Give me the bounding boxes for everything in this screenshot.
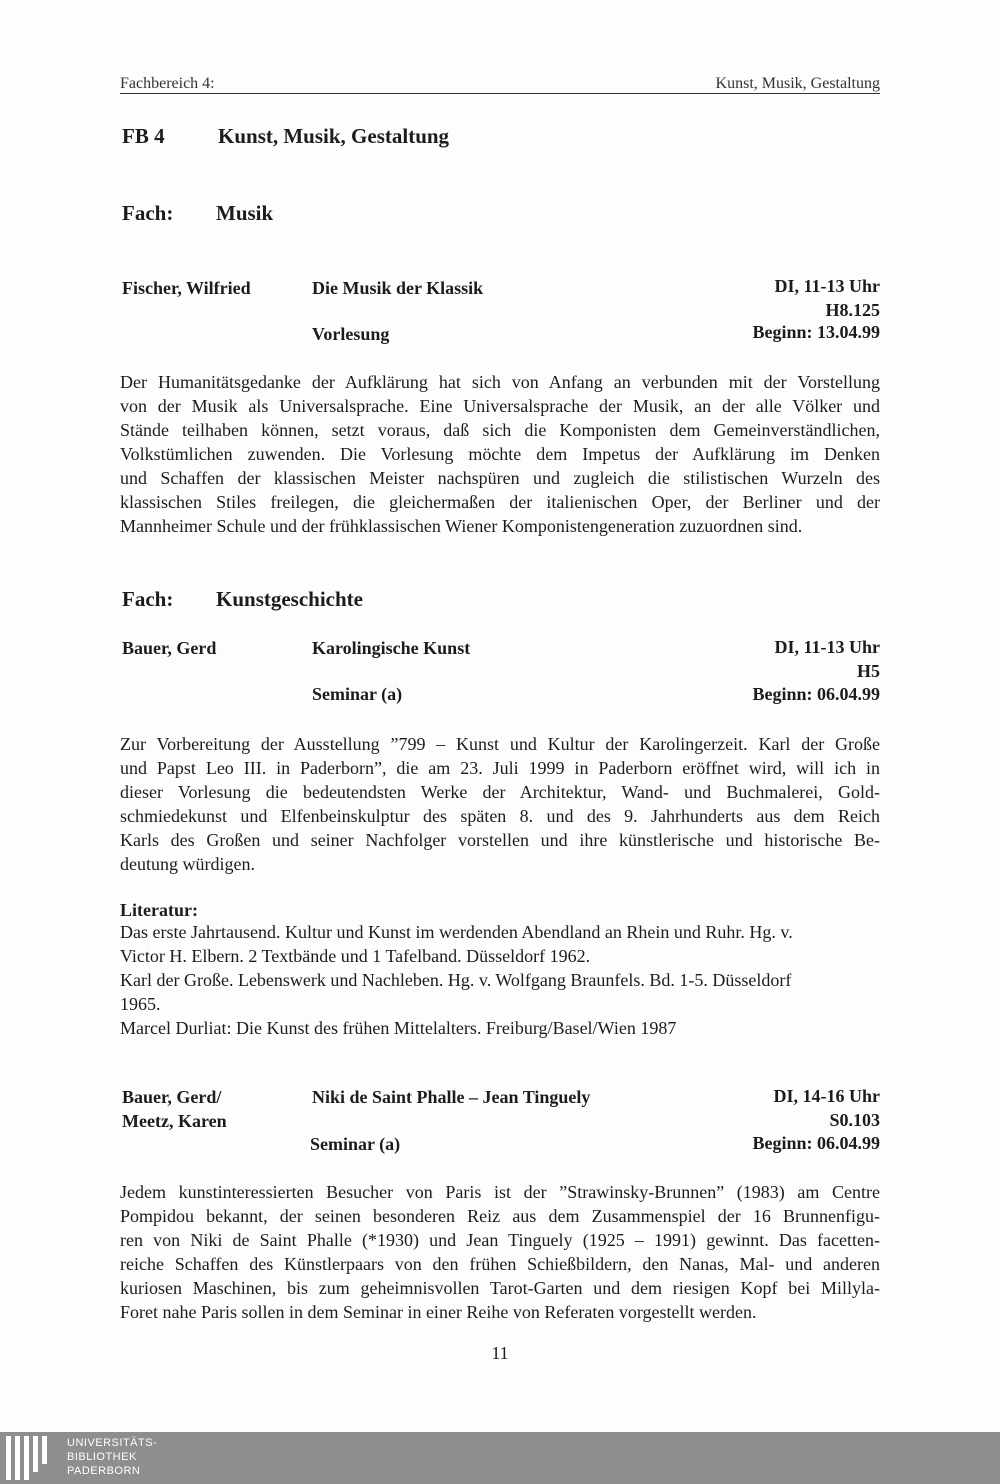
literature-line: Karl der Große. Lebenswerk und Nachleben. Hg. v. Wolfgang Braunfels. Bd. 1-5. Düsseldorf [120,970,792,990]
literature-list [120,920,880,1040]
course-start: Beginn: 06.04.99 [752,1133,880,1153]
course-time: DI, 14-16 Uhr [773,1086,880,1106]
course-lecturer: Fischer, Wilfried [122,278,251,298]
course-lecturer: Bauer, Gerd/ [122,1087,222,1107]
logo-line: PADERBORN [67,1465,141,1477]
course-room: H8.125 [825,300,880,320]
running-header-right: Kunst, Musik, Gestaltung [715,75,880,92]
course-title: Die Musik der Klassik [312,278,484,298]
description-line: dieser Vorlesung die bedeutendsten Werke der Architektur, Wand- und Buchmalerei, Gold- [120,782,880,802]
course-type: Seminar (a) [312,684,403,704]
description-line: reiche Schaffen des Künstlerpaars von den frühen Schießbildern, den Nanas, Mal- und anderen [120,1254,880,1274]
faculty-code: FB 4 [122,124,165,148]
library-logo-text [67,1436,157,1478]
course-start: Beginn: 06.04.99 [752,684,880,704]
course-title: Karolingische Kunst [312,638,471,658]
course-title: Niki de Saint Phalle – Jean Tinguely [312,1087,591,1107]
course-type: Vorlesung [312,324,390,344]
library-logo-bars-icon [0,1432,60,1484]
course-type: Seminar (a) [310,1134,401,1154]
literature-line: Marcel Durliat: Die Kunst des frühen Mittelalters. Freiburg/Basel/Wien 1987 [120,1018,677,1038]
description-line: Pompidou bekannt, der seinen besonderen Reiz aus dem Zusammenspiel der 16 Brunnenfigu- [120,1206,880,1226]
page-number: 11 [491,1343,509,1363]
section-subject: Musik [216,201,274,225]
section-subject: Kunstgeschichte [216,587,363,611]
description-line: schmiedekunst und Elfenbeinskulptur des späten 8. und des 9. Jahrhunderts aus dem Reich [120,806,880,826]
description-line: klassischen Stiles freilegen, die gleichermaßen der italienischen Oper, der Berliner und der [120,492,880,512]
description-line: deutung würdigen. [120,854,255,874]
course-time: DI, 11-13 Uhr [774,637,880,657]
course-room: S0.103 [829,1110,880,1130]
literature-line: Das erste Jahrtausend. Kultur und Kunst im werdenden Abendland an Rhein und Ruhr. Hg. v. [120,922,793,942]
course-time: DI, 11-13 Uhr [774,276,880,296]
library-footer [0,1432,1000,1484]
description-line: Mannheimer Schule und der frühklassischen Wiener Komponistengeneration zuzuordnen sind. [120,516,803,536]
course-lecturer: Meetz, Karen [122,1111,227,1131]
description-line: Jedem kunstinteressierten Besucher von Paris ist der ”Strawinsky-Brunnen” (1983) am Centre [120,1182,880,1202]
header-rule [120,93,880,94]
course-description [120,732,880,876]
description-line: Karls des Großen und seiner Nachfolger vorstellen und ihre künstlerische und historische Be- [120,830,880,850]
literature-line: 1965. [120,994,161,1014]
section-label: Fach: [122,587,174,611]
description-line: kuriosen Maschinen, bis zum geheimnisvollen Tarot-Garten und dem riesigen Kopf bei Millyla- [120,1278,880,1298]
description-line: und Papst Leo III. in Paderborn”, die am 23. Juli 1999 in Paderborn eröffnet wird, will ich in [120,758,880,778]
literature-line: Victor H. Elbern. 2 Textbände und 1 Tafelband. Düsseldorf 1962. [120,946,591,966]
description-line: und Schaffen der klassischen Meister nachspüren und zugleich die stilistischen Wurzeln des [120,468,880,488]
section-label: Fach: [122,201,174,225]
description-line: Zur Vorbereitung der Ausstellung ”799 – Kunst und Kultur der Karolingerzeit. Karl der Große [120,734,880,754]
logo-line: UNIVERSITÄTS- [67,1437,158,1449]
description-line: Der Humanitätsgedanke der Aufklärung hat sich von Anfang an verbunden mit der Vorstellung [120,372,880,392]
description-line: von der Musik als Universalsprache. Eine Universalsprache der Musik, an der alle Völker und [120,396,880,416]
running-header-left: Fachbereich 4: [120,75,215,92]
description-line: Volkstümlichen zuwenden. Die Vorlesung möchte dem Impetus der Aufklärung im Denken [120,444,880,464]
course-lecturer: Bauer, Gerd [122,638,217,658]
course-description [120,370,880,538]
description-line: Foret nahe Paris sollen in dem Seminar in einer Reihe von Referaten vorgestellt werden. [120,1302,757,1322]
course-room: H5 [856,661,880,681]
description-line: ren von Niki de Saint Phalle (*1930) und Jean Tinguely (1925 – 1991) gewinnt. Das facetten- [120,1230,880,1250]
course-description [120,1180,880,1324]
literature-heading: Literatur: [120,900,198,920]
course-start: Beginn: 13.04.99 [752,322,880,342]
logo-line: BIBLIOTHEK [67,1451,137,1463]
faculty-name: Kunst, Musik, Gestaltung [218,124,450,148]
description-line: Stände teilhaben können, setzt voraus, daß sich die Komponisten dem Gemeinverständlichen, [120,420,880,440]
